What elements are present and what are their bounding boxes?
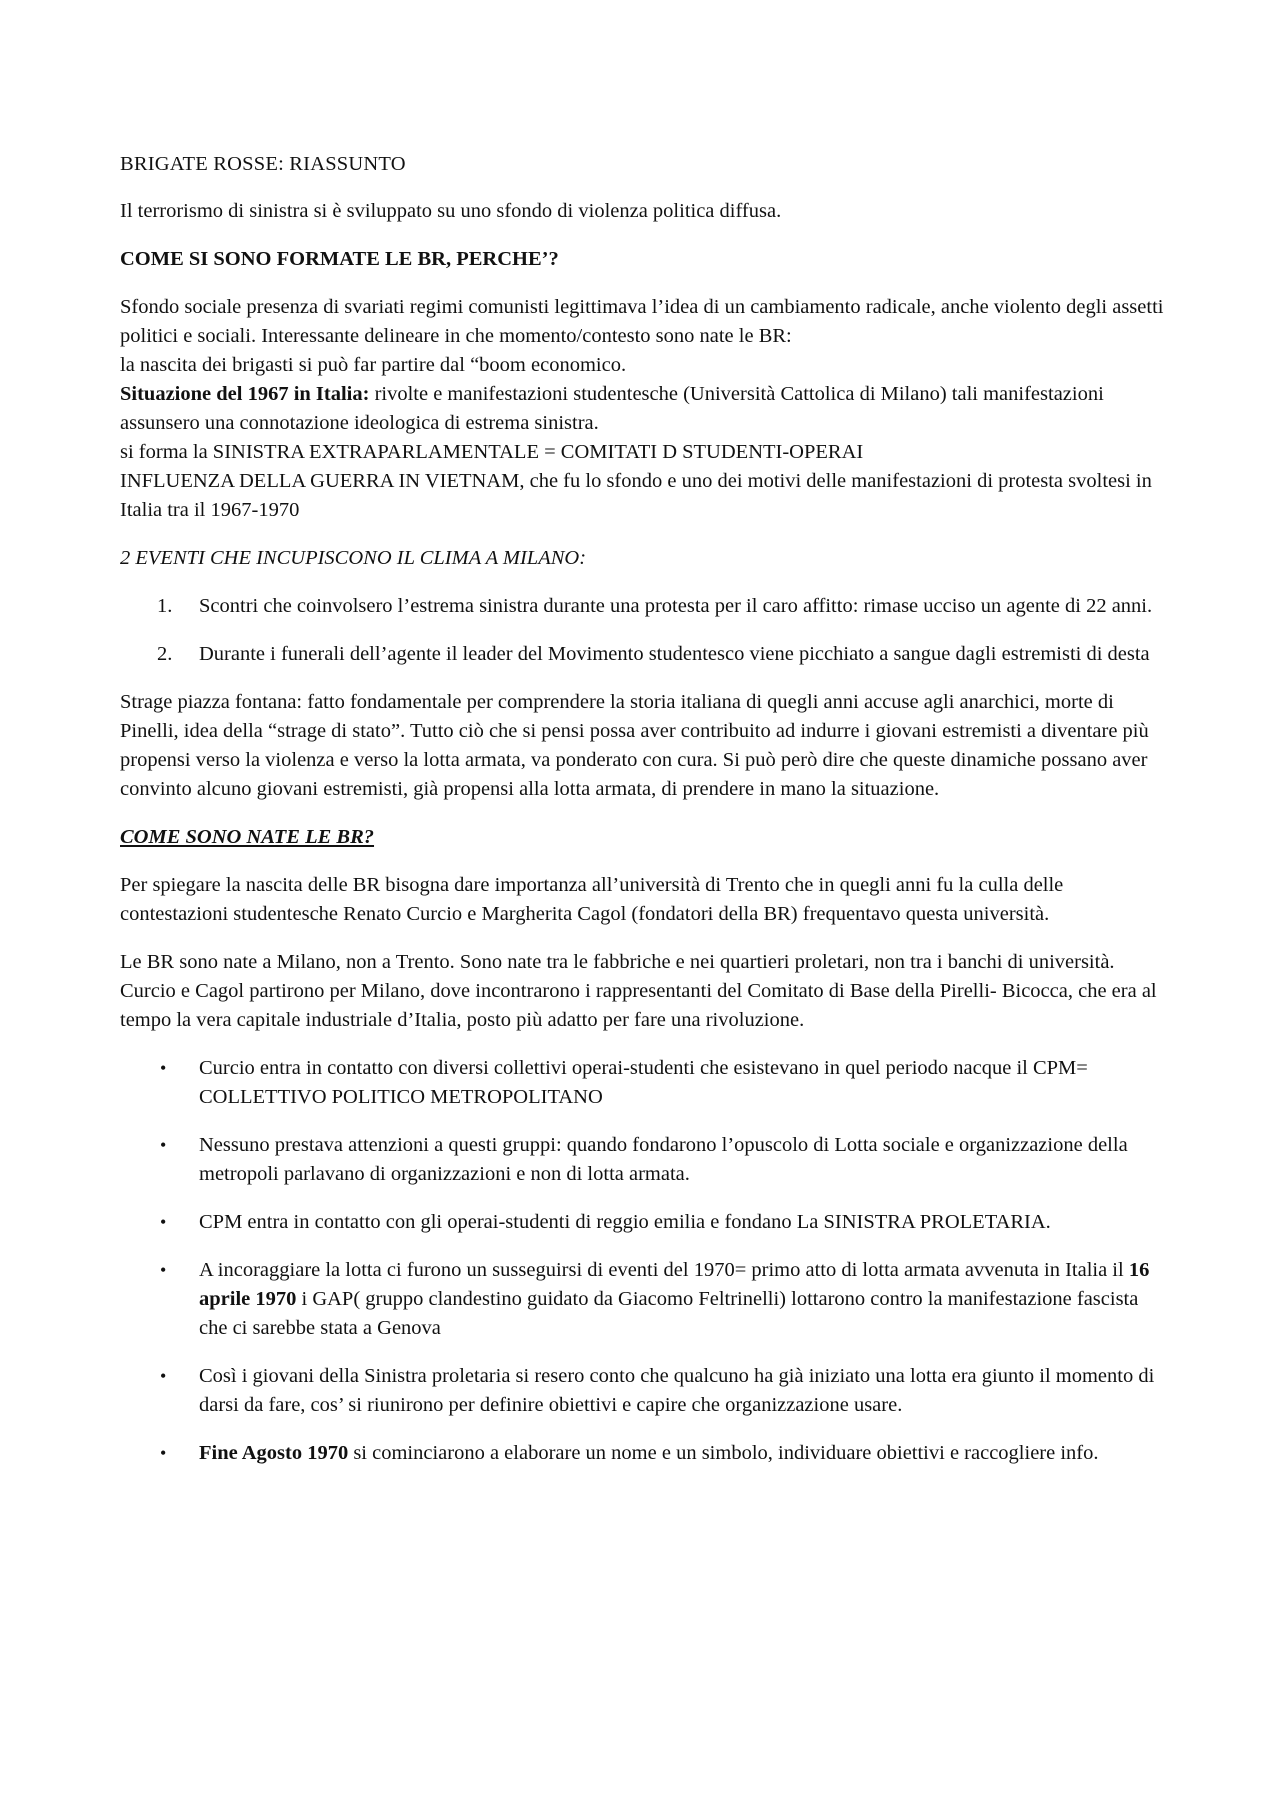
bold-date: Fine Agosto 1970 (199, 1442, 349, 1464)
list-item-text: Scontri che coinvolsero l’estrema sinistra durante una protesta per il caro affitto: rimase ucciso un agente di 22 anni. (199, 595, 1153, 617)
list-item-text: CPM entra in contatto con gli operai-studenti di reggio emilia e fondano La SINISTRA PROLETARIA. (199, 1211, 1051, 1233)
intro-paragraph: Il terrorismo di sinistra si è sviluppato su uno sfondo di violenza politica diffusa. (120, 200, 782, 222)
paragraph-boom: la nascita dei brigasti si può far partire dal “boom economico. (120, 354, 627, 376)
bold-1967: Situazione del 1967 in Italia: (120, 383, 370, 405)
list-item-text: Nessuno prestava attenzioni a questi gruppi: quando fondarono l’opuscolo di Lotta sociale e organizzazione della metropoli parlavano di organizzazioni e non di lotta armata. (199, 1134, 1128, 1185)
document-title: BRIGATE ROSSE: RIASSUNTO (120, 153, 406, 175)
list-number: 1. (157, 595, 173, 617)
list-item (120, 1054, 1165, 1112)
text-segment: A incoraggiare la lotta ci furono un susseguirsi di eventi del 1970= primo atto di lotta armata avvenuta in Italia il (199, 1259, 1129, 1281)
bullet-icon: • (160, 1260, 167, 1280)
section-heading-nascita: COME SONO NATE LE BR? (120, 826, 375, 848)
list-item (120, 592, 1165, 621)
paragraph-vietnam: INFLUENZA DELLA GUERRA IN VIETNAM, che fu lo sfondo e uno dei motivi delle manifestazioni di protesta svoltesi in Italia tra il 1967-1970 (120, 470, 1152, 521)
list-item-text: Curcio entra in contatto con diversi collettivi operai-studenti che esistevano in quel periodo nacque il CPM= COLLETTIVO POLITICO METROPOLITANO (199, 1057, 1088, 1108)
text-1967: rivolte e manifestazioni studentesche (Università Cattolica di Milano) tali manifestazioni assunsero una connotazione ideologica di estrema sinistra. (120, 383, 1104, 434)
paragraph-piazza-fontana: Strage piazza fontana: fatto fondamentale per comprendere la storia italiana di quegli anni accuse agli anarchici, morte di Pinelli, idea della “strage di stato”. Tutto ciò che si pensi possa aver contribuito ad indurre i giovani estremisti a diventare più propensi verso la violenza e verso la lotta armata, va ponderato con cura. Si può però dire che queste dinamiche possano aver convinto alcuno giovani estremisti, già propensi alla lotta armata, di prendere in mano la situazione. (120, 691, 1149, 800)
section-heading-eventi: 2 EVENTI CHE INCUPISCONO IL CLIMA A MILANO: (120, 547, 587, 569)
numbered-list (120, 592, 1165, 669)
bullet-icon: • (160, 1366, 167, 1386)
bullet-icon: • (160, 1135, 167, 1155)
bullet-icon: • (160, 1443, 167, 1463)
text-segment: i GAP( gruppo clandestino guidato da Giacomo Feltrinelli) lottarono contro la manifestazione fascista che ci sarebbe stata a Genova (199, 1288, 1139, 1339)
list-item (120, 640, 1165, 669)
list-number: 2. (157, 643, 173, 665)
document-page (120, 150, 1165, 1487)
paragraph-milano: Le BR sono nate a Milano, non a Trento. Sono nate tra le fabbriche e nei quartieri proletari, non tra i banchi di università. Curcio e Cagol partirono per Milano, dove incontrarono i rappresentanti del Comitato di Base della Pirelli- Bicocca, che era al tempo la vera capitale industriale d’Italia, posto più adatto per fare una rivoluzione. (120, 951, 1157, 1031)
paragraph-trento: Per spiegare la nascita delle BR bisogna dare importanza all’università di Trento che in quegli anni fu la culla delle contestazioni studentesche Renato Curcio e Margherita Cagol (fondatori della BR) frequentavo questa università. (120, 874, 1064, 925)
list-item (120, 1208, 1165, 1237)
section-heading-formation: COME SI SONO FORMATE LE BR, PERCHE’? (120, 248, 559, 270)
list-item-text (199, 1442, 1099, 1464)
paragraph-1967 (120, 380, 1165, 438)
list-item (120, 1439, 1165, 1468)
bullet-icon: • (160, 1212, 167, 1232)
list-item (120, 1362, 1165, 1420)
list-item (120, 1256, 1165, 1343)
text-segment: si cominciarono a elaborare un nome e un simbolo, individuare obiettivi e raccogliere info. (348, 1442, 1099, 1464)
paragraph-background: Sfondo sociale presenza di svariati regimi comunisti legittimava l’idea di un cambiamento radicale, anche violento degli assetti politici e sociali. Interessante delineare in che momento/contesto sono nate le BR: (120, 296, 1164, 347)
list-item (120, 1131, 1165, 1189)
bullet-list (120, 1054, 1165, 1468)
bold-date: 16 aprile 1970 (199, 1259, 1150, 1310)
list-item-text: Così i giovani della Sinistra proletaria si resero conto che qualcuno ha già iniziato una lotta era giunto il momento di darsi da fare, cos’ si riunirono per definire obiettivi e capire che organizzazione usare. (199, 1365, 1155, 1416)
list-item-text: Durante i funerali dell’agente il leader del Movimento studentesco viene picchiato a sangue dagli estremisti di desta (199, 643, 1150, 665)
list-item-text (199, 1259, 1149, 1339)
paragraph-sinistra: si forma la SINISTRA EXTRAPARLAMENTALE = COMITATI D STUDENTI-OPERAI (120, 441, 864, 463)
bullet-icon: • (160, 1058, 167, 1078)
